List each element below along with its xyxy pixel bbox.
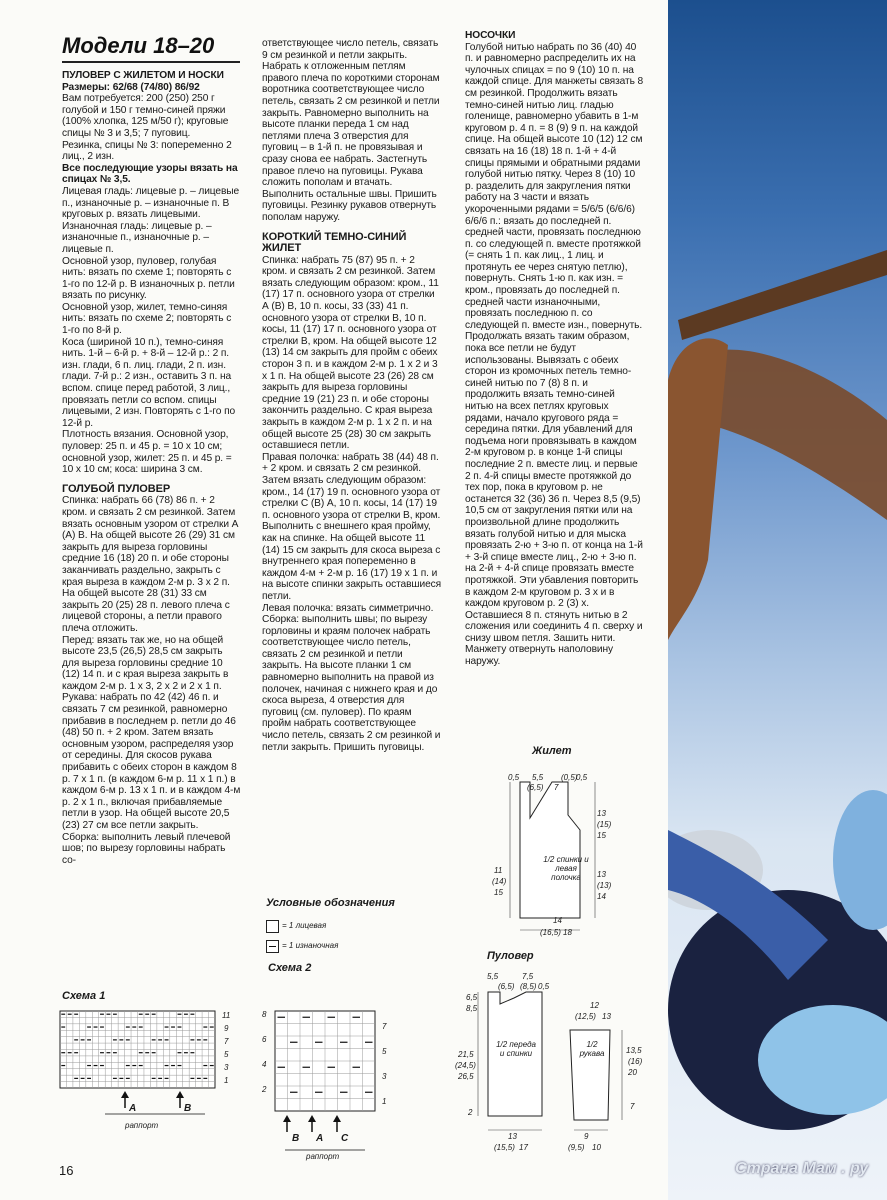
section-heading-blue-sweater: ГОЛУБОЙ ПУЛОВЕР	[62, 482, 171, 495]
rib-stitch: Резинка, спицы № 3: попеременно 2 лиц., 2 изн.	[62, 139, 232, 163]
vest-dim-top-5: (0,5)	[561, 773, 578, 782]
vest-dim-bottom-2: (16,5)	[540, 928, 561, 937]
vest-schematic-label: 1/2 спинки и левая полочка	[543, 855, 589, 882]
cable-pattern: Коса (шириной 10 п.), темно-синяя нить. 1-й – 6-й р. + 8-й – 12-й р.: 2 п. изн. глади, 6 п. лиц. глади, 2 п. изн. глади. 7-й р.: 2 изн., оставить 3 п. на вспом. спице перед работой, 3 лиц., провязать петли со вспом. спицы лицевыми, 2 изн. Повторять с 1-го по 12-й р.	[62, 336, 236, 429]
sweater-dim-left-4: 2	[468, 1108, 473, 1117]
sweater-sleeve-dim-right-1: 13,5	[626, 1046, 642, 1055]
sweater-front: Перед: вязать так же, но на общей высоте 23,5 (26,5) 28,5 см закрыть для выреза горловины средние 10 (12) 14 п. и с края выреза закрыть в каждом 2-м р. 1 x 3, 2 x 2 и 2 x 1 п.	[62, 634, 229, 692]
sweater-dim-bottom-3: 17	[519, 1143, 528, 1152]
column-1	[62, 70, 242, 866]
schema-2-arrow-c: С	[341, 1133, 349, 1144]
vest-dim-bottom-1: 14	[553, 916, 562, 925]
vest-dim-top-1: 0,5	[508, 773, 520, 782]
sweater-dim-left-3: 26,5	[458, 1072, 474, 1081]
schema-2-row-8: 8	[262, 1010, 267, 1019]
sweater-dim-top-2: 7,5	[522, 972, 534, 981]
schema-2-row-4: 4	[262, 1060, 267, 1069]
sweater-sleeve-dim-bottom-3: 10	[592, 1143, 601, 1152]
vest-left-front: Левая полочка: вязать симметрично.	[262, 602, 434, 614]
sweater-sleeve-dim-bottom-1: 9	[584, 1132, 589, 1141]
vest-dim-top-3: (6,5)	[527, 783, 544, 792]
sweater-sleeves: Рукава: набрать по 42 (42) 46 п. и связать 7 см резинкой, равномерно прибавив в последнем р. петли до 46 (48) 50 п. + 2 кром. Затем вязать основным узором, распределяя узор от середины. Для скосов рукава прибавить с обеих сторон в каждом 8 р. 7 x 1 п. (в каждом 6-м р. 11 x 1 п.) в каждом 6-м р. 13 x 1 п. и в каждом 4-м р. 2 x 1 п., включая прибавляемые петли в узор. На общей высоте 20,5 (23) 27 см все петли закрыть.	[62, 692, 241, 831]
vest-dim-right-1: 13	[597, 809, 606, 818]
schema-1-row-11: 11	[222, 1011, 231, 1020]
schema-2-row-5: 5	[382, 1047, 387, 1056]
vest-dim-left-3: 15	[494, 888, 503, 897]
sweater-dim-top-4: (8,5)	[520, 982, 537, 991]
page-number: 16	[59, 1163, 74, 1178]
column-2	[262, 38, 442, 753]
sizes: Размеры: 62/68 (74/80) 86/92	[62, 81, 200, 93]
schema-1-title: Схема 1	[62, 990, 106, 1002]
legend-purl-label: = 1 изнаночная	[282, 941, 339, 950]
section-heading-short-vest: КОРОТКИЙ ТЕМНО-СИНИЙ ЖИЛЕТ	[262, 230, 407, 255]
sweater-back: Спинка: набрать 66 (78) 86 п. + 2 кром. и связать 2 см резинкой. Затем вязать основным узором от стрелки А (А) В. На общей высоте 26 (29) 31 см закрыть для выреза горловины средние 16 (18) 20 п. и обе стороны заканчивать раздельно, закрыть с края выреза в каждом 2-м р. 3 x 2 п. На общей высоте 28 (31) 33 см закрыть 20 (25) 28 п. левого плеча с лицевой стороны, а петли правого плеча отложить.	[62, 495, 239, 634]
vest-schematic-title: Жилет	[532, 745, 572, 757]
photo-child-in-snow	[668, 0, 887, 1200]
legend-knit-box	[266, 920, 279, 933]
schema-1-row-3: 3	[224, 1063, 229, 1072]
schema-2-row-7: 7	[382, 1022, 387, 1031]
vest-dim-bottom-3: 18	[563, 928, 572, 937]
sweater-dim-top-6: 6,5	[466, 993, 478, 1002]
site-watermark: Страна Мам . ру	[735, 1160, 869, 1177]
schema-2-repeat: раппорт	[306, 1152, 340, 1161]
page-title: Модели 18–20	[62, 33, 215, 58]
main-pattern-sweater: Основной узор, пуловер, голубая нить: вязать по схеме 1; повторять с 1-го по 12-й р. В изнаночных р. петли вязать по рисунку.	[62, 255, 235, 302]
vest-dim-top-6: 0,5	[576, 773, 588, 782]
stockinette-stitch: Лицевая гладь: лицевые р. – лицевые п., изнаночные р. – изнаночные п. В круговых р. вязать лицевыми.	[62, 185, 240, 221]
schema-1-row-9: 9	[224, 1024, 229, 1033]
schema-2-row-6: 6	[262, 1035, 267, 1044]
title-underline	[62, 61, 240, 63]
vest-dim-right-6: 14	[597, 892, 606, 901]
vest-dim-right-2: (15)	[597, 820, 612, 829]
materials: Вам потребуется: 200 (250) 250 г голубой и 150 г темно-синей пряжи (100% хлопка, 125 м/50 г); круговые спицы № 3 и 3,5; 7 пуговиц.	[62, 93, 229, 139]
vest-dim-right-4: 13	[597, 870, 606, 879]
schema-1-row-1: 1	[224, 1076, 229, 1085]
sweater-dim-top-5: 0,5	[538, 982, 550, 991]
schema-2-title: Схема 2	[268, 962, 312, 974]
sweater-sleeve-dim-right-3: 20	[628, 1068, 637, 1077]
vest-dim-right-3: 15	[597, 831, 606, 840]
legend-knit-label: = 1 лицевая	[282, 921, 327, 930]
schema-2-row-2: 2	[262, 1085, 267, 1094]
photo-illustration	[668, 0, 887, 1200]
schema-2-row-3: 3	[382, 1072, 387, 1081]
schema-2-arrow-b: В	[292, 1133, 300, 1144]
patterns-heading: Все последующие узоры вязать на спицах № 3,5.	[62, 162, 238, 186]
vest-back: Спинка: набрать 75 (87) 95 п. + 2 кром. и связать 2 см резинкой. Затем вязать следующим образом: кром., 11 (17) 17 п. основного узора от стрелки А (В) В, 10 п. косы, 33 (33) 41 п. основного узора от стрелки В, 10 п. косы, 11 (17) 17 п. основного узора от стрелки В, кром. На общей высоте 12 (13) 14 см закрыть для пройм с обеих сторон 3 п. и в каждом 2-м р. 1 x 2 и 3 x 1 п. На общей высоте 23 (26) 28 см закрыть для выреза горловины средние 19 (21) 23 п. и обе стороны закончить раздельно. С края выреза закрыть в каждом 2-м р. 1 x 2 п. и на общей высоте 25 (28) 30 см закрыть оставшиеся петли.	[262, 254, 439, 452]
legend-purl-box	[266, 940, 279, 953]
sweater-schematic-title: Пуловер	[487, 950, 534, 962]
schema-1-row-5: 5	[224, 1050, 229, 1059]
sweater-sleeve-dim-top-3: 13	[602, 1012, 611, 1021]
schema-2-arrow-a: А	[316, 1133, 324, 1144]
vest-right-front: Правая полочка: набрать 38 (44) 48 п. + 2 кром. и связать 2 см резинкой. Затем вязать следующим образом: кром., 14 (17) 19 п. основного узора от стрелки С (В) А, 10 п. косы, 14 (17) 19 п. основного узора от стрелки В, кром. Выполнить с внешнего края пройму, как на спинке. На общей высоте 11 (14) 15 см закрыть для скоса выреза с внутреннего края попеременно в каждом 4-м + 2-м р. 16 (17) 19 x 1 п. и на высоте спинки закрыть оставшиеся петли.	[262, 451, 442, 602]
sweater-dim-top-7: 8,5	[466, 1004, 478, 1013]
vest-dim-top-2: 5,5	[532, 773, 544, 782]
schema-2-chart	[265, 1008, 395, 1158]
sweater-sleeve-dim-right-2: (16)	[628, 1057, 643, 1066]
schema-1-arrow-b: В	[184, 1103, 192, 1114]
section-heading-sweater-vest-socks: ПУЛОВЕР С ЖИЛЕТОМ И НОСКИ	[62, 70, 224, 81]
sweater-dim-left-2: (24,5)	[455, 1061, 476, 1070]
sweater-sleeve-label: 1/2 рукава	[579, 1040, 605, 1058]
vest-assembly: Сборка: выполнить швы; по вырезу горловины и краям полочек набрать соответствующее число петель, связать 2 см резинкой и петли закрыть. На высоте планки 1 см равномерно выполнить на правой из полочек, начиная с нижнего края и до скоса выреза, 4 отверстия для пуговиц (см. пуловер). По краям пройм набрать соответствующее число петель, связать 2 см резинкой и петли закрыть. Пришить пуговицы.	[262, 614, 441, 753]
gauge: Плотность вязания. Основной узор, пуловер: 25 п. и 45 р. = 10 x 10 см; основной узор, жилет: 25 п. и 45 р. = 10 x 10 см; коса: ширина 3 см.	[62, 429, 232, 476]
sweater-sleeve-dim-right-4: 7	[630, 1102, 635, 1111]
vest-dim-right-5: (13)	[597, 881, 612, 890]
sweater-dim-top-1: 5,5	[487, 972, 499, 981]
schema-1-row-7: 7	[224, 1037, 229, 1046]
sweater-dim-left-1: 21,5	[458, 1050, 474, 1059]
vest-dim-left-2: (14)	[492, 877, 507, 886]
sweater-sleeve-dim-top-1: 12	[590, 1001, 599, 1010]
sweater-assembly-continued: ответствующее число петель, связать 9 см резинкой и петли закрыть. Набрать к отложенным петлям правого плеча по короткими сторонам воротника соответствующее число петель, связать 2 см резинкой и петли закрыть. Равномерно выполнить на высоте планки переда 1 см над петлями плеча 3 отверстия для пуговиц – в 1-й п. не провязывая и сразу снова ее набрать. Застегнуть правое плечо на пуговицы. Рукава сложить пополам и втачать. Выполнить остальные швы. Пришить пуговицы. Резинку рукавов отвернуть пополам наружу.	[262, 38, 440, 223]
sweater-dim-bottom-1: 13	[508, 1132, 517, 1141]
column-3	[465, 30, 645, 668]
sweater-sleeve-dim-bottom-2: (9,5)	[568, 1143, 585, 1152]
sweater-dim-bottom-2: (15,5)	[494, 1143, 515, 1152]
schema-2-row-1: 1	[382, 1097, 387, 1106]
vest-dim-top-4: 7	[554, 783, 559, 792]
socks-text: Голубой нитью набрать по 36 (40) 40 п. и равномерно распределить их на чулочных спицах = по 9 (10) 10 п. на каждой спице. Для манжеты связать 8 см резинкой. Продолжить вязать темно-синей нитью лиц. гладью голенище, равномерно убавить в 1-м круговом р. 4 п. = 8 (9) 9 п. на каждой спице. На общей высоте 10 (12) 12 см связать на 16 (18) 18 п. 1-й + 4-й спицы прямыми и обратными рядами голубой нитью пятку. Через 8 (10) 10 р. разделить для закругления пятки работу на 3 части и вязать укороченными рядами = 5/6/5 (6/6/6) 6/6/6 п.: вязать до последней п. средней части, провязать последнюю п. со следующей п. вместе протяжкой (= снять 1 п. как лиц., 1 лиц. и протянуть ее через снятую петлю), повернуть. Снять 1-ю п. как изн. = кром., провязать до последней п. средней части изнаночными, провязать последнюю п. со следующей п. вместе изн., повернуть. Продолжать вязать таким образом, пока все петли не будут использованы. Вывязать с обеих сторон из кромочных петель темно-синей нитью по 7 (8) 8 п. и продолжить вязать темно-синей нитью на всех петлях круговых рядами, начало кругового ряда = середина пятки. Для убавлений для подъема ноги провязывать в каждом 2-м круговом р. в конце 1-й спицы последние 2 п. вместе лиц. и первые 2 п. 4-й спицы вместе протяжкой до тех пор, пока в круговом р. не останется 32 (36) 36 п. Через 8,5 (9,5) 10,5 см от закругления пятки или на произвольной длине продолжить вязать голубой нитью и для мыска провязать 2-ю + 3-ю п. от конца на 1-й + 3-й спице вместе лиц., 2-ю + 3-ю п. на 2-й + 4-й спице провязать вместе протяжкой. Эти убавления повторить в каждом 2-м круговом р. 3 x и в каждом круговом р. 2 (3) x. Оставшиеся 8 п. стянуть нитью в 2 сложения или соединить 4 п. сверху и снизу швом петля. Зашить нити. Манжету отвернуть наполовину наружу.	[465, 41, 644, 668]
sweater-body-label: 1/2 переда и спинки	[496, 1040, 536, 1058]
legend-title: Условные обозначения	[266, 897, 395, 909]
main-pattern-vest: Основной узор, жилет, темно-синяя нить: вязать по схеме 2; повторять с 1-го по 8-й р.	[62, 301, 232, 337]
schema-1-arrow-a: А	[129, 1103, 137, 1114]
reverse-stitch: Изнаночная гладь: лицевые р. – изнаночные п., изнаночные р. – лицевые п.	[62, 220, 212, 255]
section-heading-socks: НОСОЧКИ	[465, 30, 516, 41]
sweater-sleeve-dim-top-2: (12,5)	[575, 1012, 596, 1021]
sweater-dim-top-3: (6,5)	[498, 982, 515, 991]
sweater-assembly: Сборка: выполнить левый плечевой шов; по вырезу горловины набрать со-	[62, 831, 231, 866]
schema-1-repeat: раппорт	[125, 1121, 159, 1130]
vest-dim-left-1: 11	[494, 866, 503, 875]
